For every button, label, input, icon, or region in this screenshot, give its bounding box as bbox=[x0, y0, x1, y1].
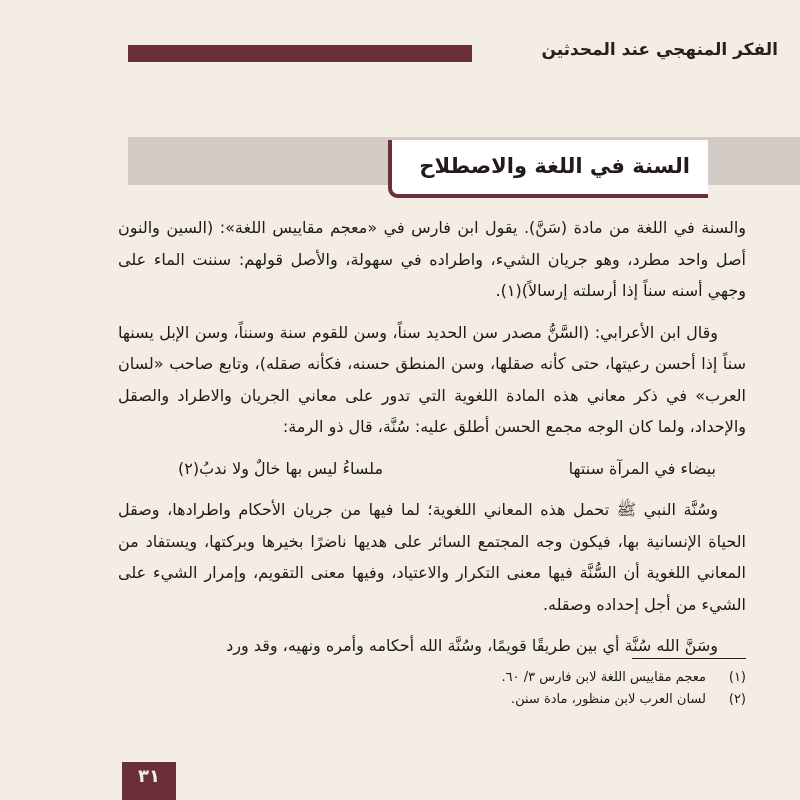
paragraph: وسُنَّة النبي ﷺ تحمل هذه المعاني اللغوية؛ لما فيها من جريان الأحكام واطرادها، وصقل الحياة الإنسانية بها، فيكون وجه المجتمع السائر على هديها ناضرًا بخيرها وبركتها، ويستفاد من المعاني اللغوية أن السُّنَّة فيها معنى التكرار والاعتياد، وفيها معنى التقويم، وإمرار الشيء على الشيء من أجل إحداده وصقله. bbox=[118, 500, 746, 614]
poetry-verse bbox=[118, 453, 746, 485]
footnote-text: لسان العرب لابن منظور، مادة سنن. bbox=[510, 692, 706, 707]
footnotes bbox=[106, 667, 746, 711]
verse-first-hemistich: بيضاء في المرآة سنتها bbox=[568, 458, 716, 478]
body-text bbox=[118, 212, 746, 672]
page-number-tab bbox=[122, 762, 176, 800]
page-number: ٣١ bbox=[138, 766, 160, 787]
footnote bbox=[106, 667, 746, 689]
paragraph: وسَنَّ الله سُنَّة أي بين طريقًا قويمًا، وسُنَّة الله أحكامه وأمره ونهيه، وقد ورد bbox=[226, 636, 718, 655]
running-title: الفكر المنهجي عند المحدثين bbox=[541, 40, 778, 60]
header-decorative-bar bbox=[128, 45, 472, 62]
footnote bbox=[106, 689, 746, 711]
footnote-number: (١) bbox=[728, 670, 746, 685]
footnote-text: معجم مقاييس اللغة لابن فارس ٣/ ٦٠. bbox=[501, 670, 706, 685]
paragraph: والسنة في اللغة من مادة (سَنَّ). يقول ابن فارس في «معجم مقاييس اللغة»: (السين والنون أصل واحد مطرد، وهو جريان الشيء، واطراده في سهولة، والأصل قولهم: سننت الماء على وجهي أسنه سناً إذا أرسلته إرسالاً)(١). bbox=[118, 218, 746, 300]
footnote-number: (٢) bbox=[728, 692, 746, 707]
verse-second-hemistich: ملساءُ ليس بها خالٌ ولا ندبُ(٢) bbox=[178, 458, 384, 478]
paragraph: وقال ابن الأعرابي: (السَّنُّ مصدر سن الحديد سناً، وسن للقوم سنة وسنناً، وسن الإبل يسنها سناً إذا أحسن رعيتها، حتى كأنه صقلها، وسن المنطق حسنه، فكأنه صقله)، وتابع صاحب «لسان العرب» في ذكر معاني هذه المادة اللغوية التي تدور على معاني الجريان والاطراد والصقل والإحداد، ولما كان الوجه مجمع الحسن أطلق عليه: سُنَّة، قال ذو الرمة: bbox=[118, 322, 746, 436]
section-heading: السنة في اللغة والاصطلاح bbox=[419, 154, 690, 178]
footnote-divider bbox=[632, 658, 746, 659]
